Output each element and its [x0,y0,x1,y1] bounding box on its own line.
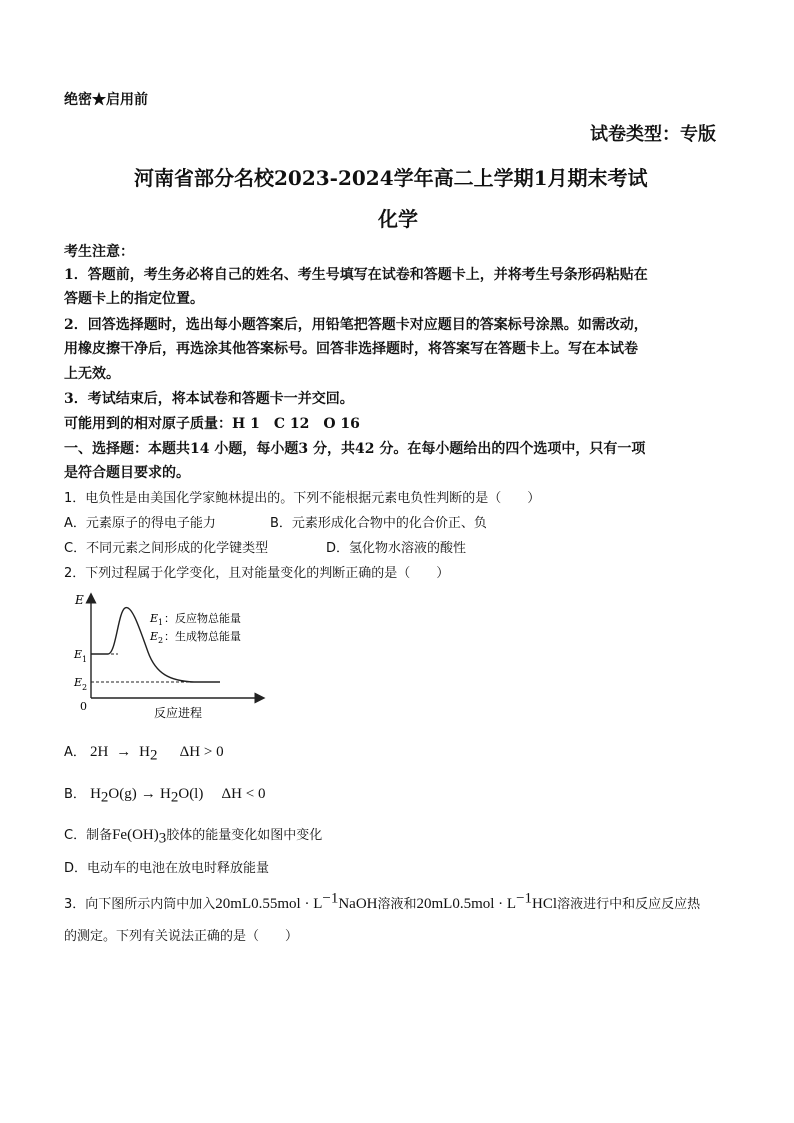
q2-option-a-label: A． [64,745,86,760]
atomic-mass-line: 可能用到的相对原子质量：H 1 C 12 O 16 [64,416,360,432]
note-2-line-2: 用橡皮擦干净后，再选涂其他答案标号。回答非选择题时，将答案写在答题卡上。写在本试卷 [64,341,638,357]
exam-title: 河南省部分名校2023-2024学年高二上学期1月期末考试 [134,166,648,190]
q2-option-c-pre: C．制备 [64,828,113,843]
q2-option-b-rhs-rest: O(l) [178,786,204,802]
q2-option-b-label: B． [64,787,86,802]
q2-option-c[interactable] [64,824,322,847]
q3-sup-1: −1 [322,890,339,907]
legend-2-sub: 2 [158,636,164,645]
q2-option-b-lhs: H [90,786,101,802]
section-1-line-1: 一、选择题：本题共14 小题，每小题3 分，共42 分。在每小题给出的四个选项中，只有一项 [64,441,646,457]
q3-hcl-name: HCl [532,896,558,912]
reaction-arrow-icon: → [112,744,136,760]
legend-2-symbol: E [150,630,159,643]
note-1-line-2: 答题卡上的指定位置。 [64,291,204,307]
q2-option-a-dh: ΔH > 0 [179,744,224,760]
q2-option-b-lhs-rest: O(g) [108,786,137,802]
q2-option-a-rhs-sub: 2 [150,747,158,764]
reaction-arrow-icon: → [140,786,156,802]
energy-diagram [70,590,270,725]
q2-option-d[interactable]: D．电动车的电池在放电时释放能量 [64,861,270,876]
paper-type-label: 试卷类型：专版 [590,124,716,145]
note-3: 3．考试结束后，将本试卷和答题卡一并交回。 [64,391,354,407]
q2-option-b-rhs-sub: 2 [170,789,179,806]
q3-stem-line-1 [64,890,701,916]
q3-sup-2: −1 [516,890,533,907]
e1-axis-label: E [74,648,83,661]
legend-2-text: ：生成物总能量 [164,630,241,643]
q3-naoh-amount: 20mL0.55mol · L [215,896,323,912]
note-2-line-1: 2．回答选择题时，选出每小题答案后，用铅笔把答题卡对应题目的答案标号涂黑。如需改动， [64,317,648,333]
q2-option-c-post: 胶体的能量变化如图中变化 [166,828,323,843]
q1-option-a[interactable]: A．元素原子的得电子能力 [64,516,216,531]
q1-stem: 1．电负性是由美国化学家鲍林提出的。下列不能根据元素电负性判断的是（ ） [64,491,541,506]
confidential-label: 绝密★启用前 [64,92,148,108]
q2-option-b[interactable] [64,783,265,806]
q2-option-a-lhs: 2H [90,744,109,760]
q2-option-b-rhs: H [160,786,171,802]
q3-mid: 溶液和 [377,897,417,912]
legend-1-symbol: E [150,612,159,625]
q3-hcl-amount: 20mL0.5mol · L [416,896,517,912]
q2-option-a[interactable] [64,741,224,764]
legend-1-sub: 1 [158,618,164,627]
x-axis-label: 反应进程 [154,706,203,720]
note-2-line-3: 上无效。 [64,366,120,382]
note-1-line-1: 1．答题前，考生务必将自己的姓名、考生号填写在试卷和答题卡上，并将考生号条形码粘贴在 [64,267,648,283]
q1-option-d[interactable]: D．氢化物水溶液的酸性 [326,541,467,556]
subject-title: 化学 [378,207,418,231]
legend-1-text: ：反应物总能量 [164,612,241,625]
e1-axis-sub: 1 [82,655,88,664]
q3-pre: 3．向下图所示内筒中加入 [64,897,216,912]
q3-post: 溶液进行中和反应反应热 [557,897,701,912]
q3-naoh-name: NaOH [338,896,378,912]
section-1-line-2: 是符合题目要求的。 [64,465,190,481]
q1-option-c[interactable]: C．不同元素之间形成的化学键类型 [64,541,269,556]
q2-option-a-rhs: H [139,744,151,760]
e2-axis-sub: 2 [82,683,88,692]
q1-option-b[interactable]: B．元素形成化合物中的化合价正、负 [270,516,487,531]
q2-stem: 2．下列过程属于化学变化，且对能量变化的判断正确的是（ ） [64,566,450,581]
q2-option-b-lhs-sub: 2 [100,789,109,806]
energy-diagram-svg [70,590,270,725]
q3-stem-line-2: 的测定。下列有关说法正确的是（ ） [64,929,299,944]
q2-option-c-formula: Fe(OH) [112,827,159,843]
q2-option-c-sub: 3 [158,830,167,847]
y-axis-label: E [75,593,84,607]
e2-axis-label: E [74,676,83,689]
notes-heading: 考生注意： [64,244,134,260]
q2-option-b-dh: ΔH < 0 [221,786,266,802]
origin-label: 0 [80,700,87,713]
